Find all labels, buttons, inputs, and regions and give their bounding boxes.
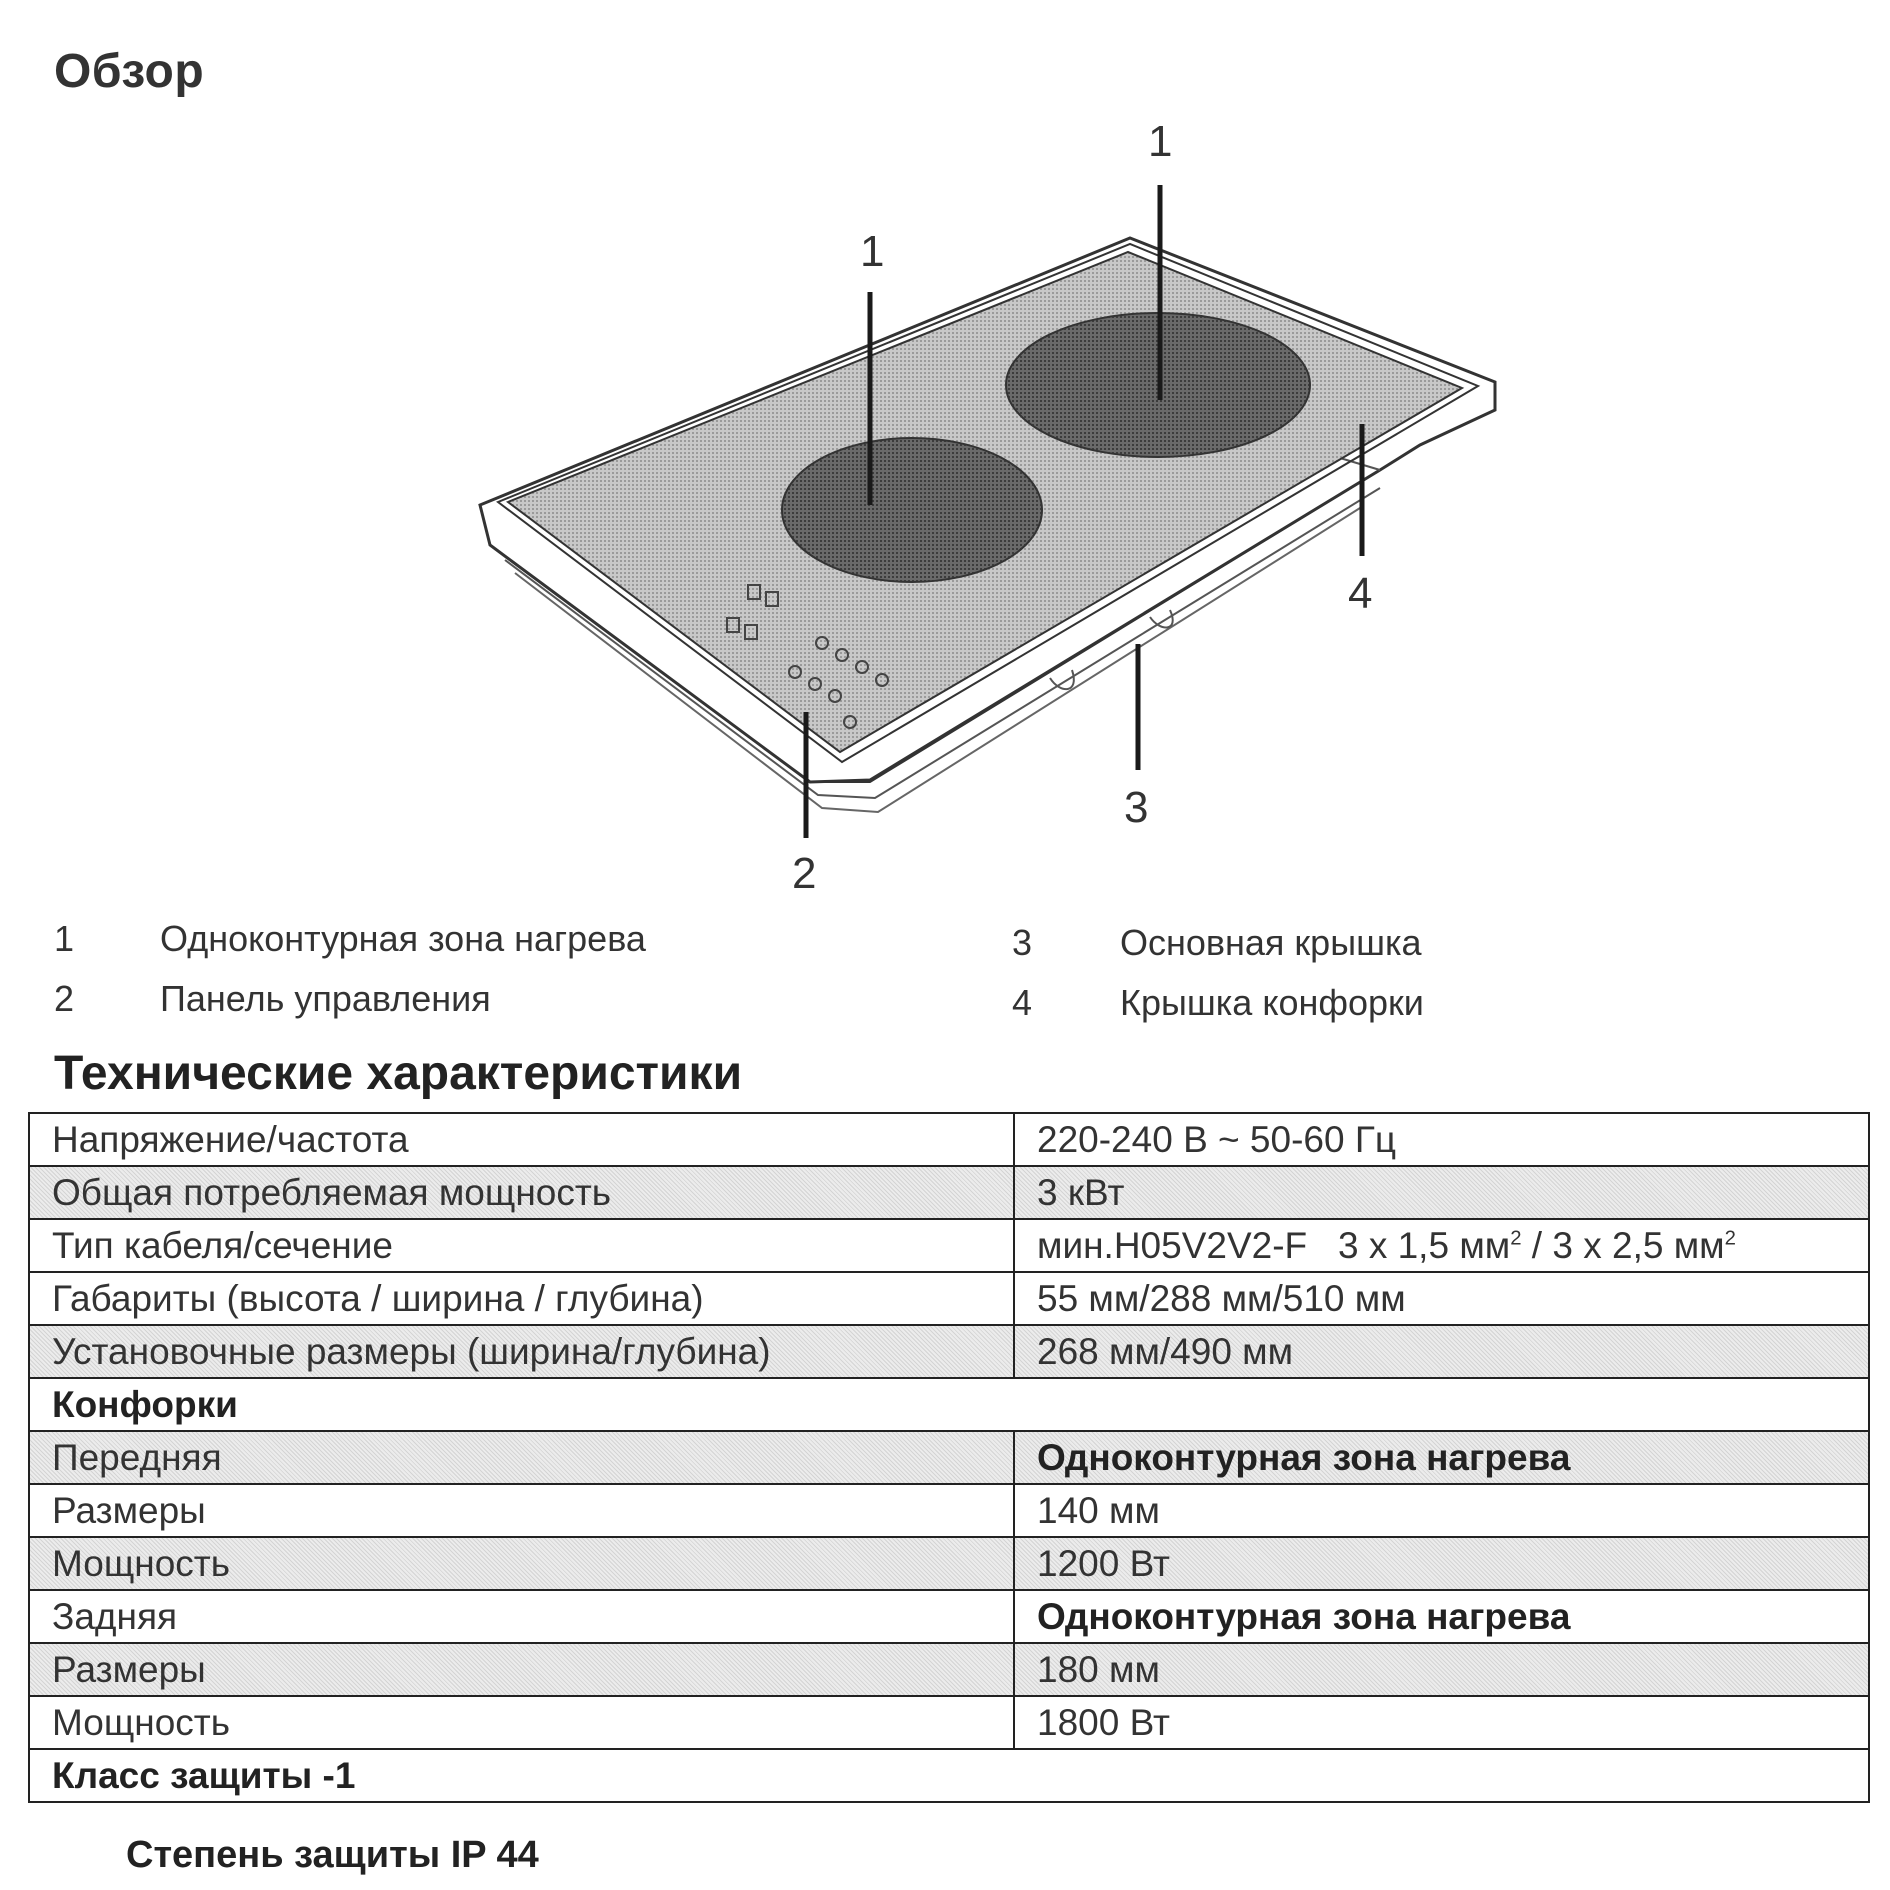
superscript: 2 — [1724, 1227, 1736, 1250]
legend-number: 2 — [54, 978, 75, 1019]
hob-diagram — [0, 0, 1890, 920]
superscript: 2 — [1510, 1227, 1522, 1250]
spec-value — [1014, 1219, 1869, 1272]
spec-label: Напряжение/частота — [29, 1113, 1014, 1166]
callout-2: 2 — [792, 849, 817, 898]
table-row — [29, 1113, 1869, 1166]
spec-value: 180 мм — [1014, 1643, 1869, 1696]
callout-1-front: 1 — [860, 227, 885, 276]
specs-table — [28, 1112, 1870, 1803]
legend-number: 3 — [1012, 922, 1033, 963]
spec-group-heading: Класс защиты -1 — [29, 1749, 1869, 1802]
callout-4: 4 — [1348, 569, 1373, 618]
spec-label: Задняя — [29, 1590, 1014, 1643]
spec-label: Передняя — [29, 1431, 1014, 1484]
legend-label: Панель управления — [160, 978, 491, 1019]
legend-number: 1 — [54, 918, 75, 959]
cable-value-part-1: мин.H05V2V2-F 3 х 1,5 мм — [1037, 1224, 1511, 1266]
table-row — [29, 1484, 1869, 1537]
spec-value: 1200 Вт — [1014, 1537, 1869, 1590]
spec-value: 55 мм/288 мм/510 мм — [1014, 1272, 1869, 1325]
spec-label: Размеры — [29, 1643, 1014, 1696]
cable-value-part-2: / 3 х 2,5 мм — [1521, 1224, 1725, 1266]
legend-label: Одноконтурная зона нагрева — [160, 918, 646, 959]
spec-value: Одноконтурная зона нагрева — [1014, 1431, 1869, 1484]
table-row — [29, 1325, 1869, 1378]
spec-label: Мощность — [29, 1537, 1014, 1590]
table-row — [29, 1537, 1869, 1590]
legend-number: 4 — [1012, 982, 1033, 1023]
spec-value: 1800 Вт — [1014, 1696, 1869, 1749]
spec-value: 220-240 В ~ 50-60 Гц — [1014, 1113, 1869, 1166]
specs-title: Технические характеристики — [54, 1047, 743, 1100]
page-title: Обзор — [54, 45, 205, 98]
table-row — [29, 1590, 1869, 1643]
spec-label: Мощность — [29, 1696, 1014, 1749]
spec-label: Установочные размеры (ширина/глубина) — [29, 1325, 1014, 1378]
spec-value: Одноконтурная зона нагрева — [1014, 1590, 1869, 1643]
table-row — [29, 1219, 1869, 1272]
table-row — [29, 1431, 1869, 1484]
table-row — [29, 1272, 1869, 1325]
spec-value: 140 мм — [1014, 1484, 1869, 1537]
callout-3: 3 — [1124, 783, 1149, 832]
spec-value: 3 кВт — [1014, 1166, 1869, 1219]
spec-label: Размеры — [29, 1484, 1014, 1537]
table-row — [29, 1166, 1869, 1219]
spec-group-heading: Конфорки — [29, 1378, 1869, 1431]
table-row — [29, 1749, 1869, 1802]
table-row — [29, 1643, 1869, 1696]
table-row — [29, 1378, 1869, 1431]
spec-label: Общая потребляемая мощность — [29, 1166, 1014, 1219]
spec-value: 268 мм/490 мм — [1014, 1325, 1869, 1378]
table-row — [29, 1696, 1869, 1749]
spec-label: Тип кабеля/сечение — [29, 1219, 1014, 1272]
spec-label: Габариты (высота / ширина / глубина) — [29, 1272, 1014, 1325]
legend-label: Крышка конфорки — [1120, 982, 1424, 1023]
protection-degree: Степень защиты IP 44 — [126, 1834, 539, 1876]
legend-label: Основная крышка — [1120, 922, 1422, 963]
callout-1-rear: 1 — [1148, 117, 1173, 166]
burner-front — [782, 438, 1042, 582]
